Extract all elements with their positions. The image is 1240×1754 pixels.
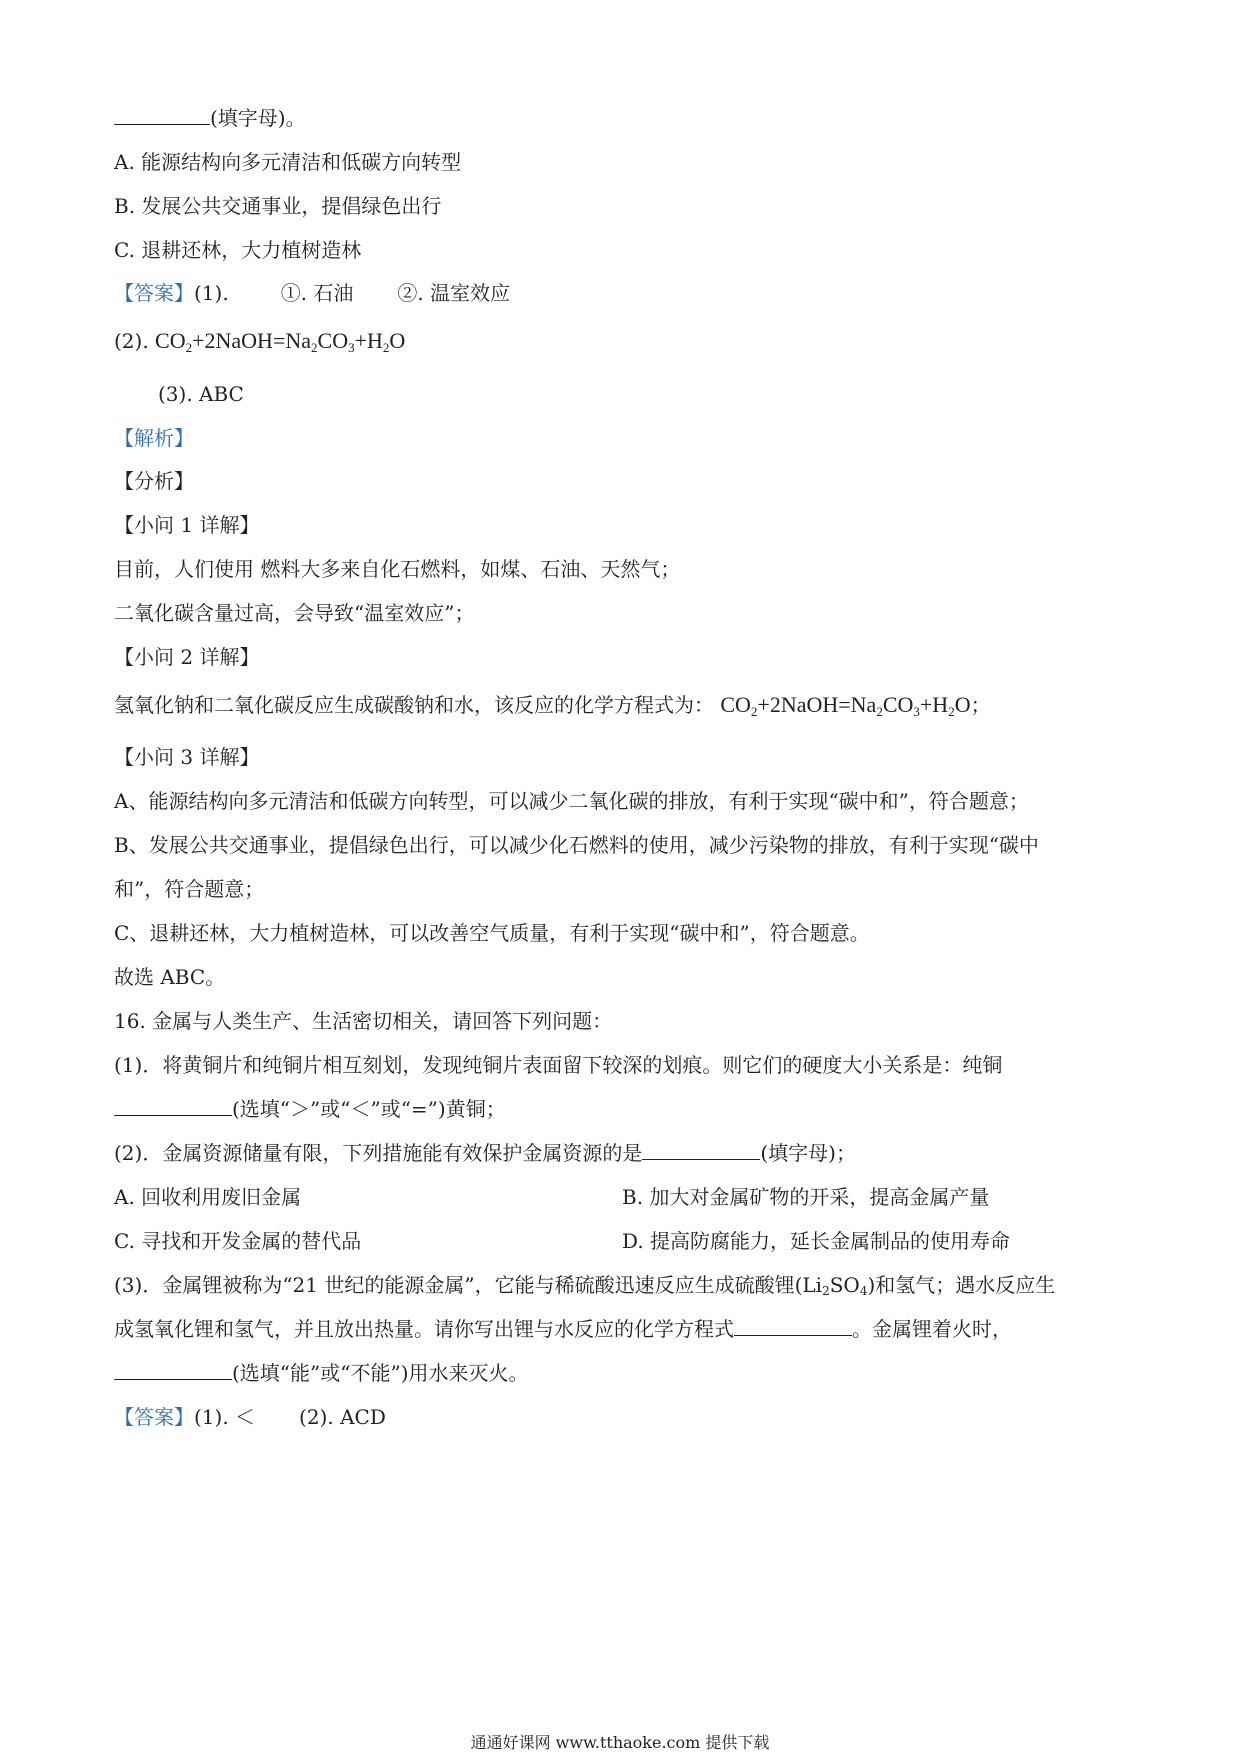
- eq-sub-2b: 2: [876, 704, 883, 719]
- q3-detail-a: A、能源结构向多元清洁和低碳方向转型，可以减少二氧化碳的排放，有利于实现“碳中和”，符合题意；: [114, 789, 1029, 813]
- q15-fill-line: [114, 108, 306, 128]
- q16-part3-line2-a: 成氢氧化锂和氢气，并且放出热量。请你写出锂与水反应的化学方程式: [114, 1317, 734, 1341]
- q16-part2-text: (2)．金属资源储量有限，下列措施能有效保护金属资源的是: [114, 1141, 643, 1165]
- answer-tag: 【答案】: [114, 281, 194, 305]
- answer-blank: [642, 1143, 760, 1160]
- answer-blank: [114, 1363, 232, 1380]
- equation-co2-naoh-analysis: [720, 692, 970, 717]
- q16-option-b: B. 加大对金属矿物的开采，提高金属产量: [622, 1185, 990, 1209]
- q16-part1-hint: (选填“＞”或“＜”或“=”)黄铜；: [232, 1097, 506, 1121]
- li-sub-2: 2: [822, 1284, 830, 1298]
- eq-sub-2c: 2: [948, 704, 955, 719]
- q16-part3-line2: [114, 1319, 1012, 1339]
- fenxi-heading: 【分析】: [114, 469, 194, 493]
- so-sub-4: 4: [859, 1284, 868, 1298]
- answer-blank: [114, 108, 210, 125]
- q16-part1-line1: (1)．将黄铜片和纯铜片相互刻划，发现纯铜片表面留下较深的划痕。则它们的硬度大小关系是：纯铜: [114, 1053, 1003, 1077]
- equation-co2-naoh: [155, 328, 405, 353]
- q2-detail-line: [114, 692, 991, 719]
- eq-naoh: +2NaOH=Na: [757, 692, 877, 717]
- footer-source: 通通好课网 www.tthaoke.com 提供下载: [470, 1733, 770, 1752]
- q15-answer-line: [114, 283, 510, 303]
- q3-detail-b2: 和”，符合题意；: [114, 877, 265, 901]
- conclusion: 故选 ABC。: [114, 965, 226, 989]
- q15-option-b: B. 发展公共交通事业，提倡绿色出行: [114, 194, 442, 218]
- q16-part1-line2: [114, 1099, 506, 1119]
- eq-sub-2: 2: [185, 340, 193, 355]
- q3-detail-b1: B、发展公共交通事业，提倡绿色出行，可以减少化石燃料的使用，减少污染物的排放，有利于实现“碳中: [114, 833, 1039, 857]
- q3-detail-heading: 【小问 3 详解】: [114, 745, 260, 769]
- q16-answer-part2: (2). ACD: [299, 1405, 386, 1429]
- q16-part3-hint: (选填“能”或“不能”)用水来灭火。: [232, 1361, 529, 1385]
- q16-option-d: D. 提高防腐能力，延长金属制品的使用寿命: [622, 1229, 1011, 1253]
- q15-option-a: A. 能源结构向多元清洁和低碳方向转型: [114, 150, 462, 174]
- q15-answer-part3: (3). ABC: [158, 382, 244, 406]
- q2-detail-heading: 【小问 2 详解】: [114, 645, 260, 669]
- q16-part3-text-a: (3)．金属锂被称为“21 世纪的能源金属”，它能与稀硫酸迅速反应生成硫酸锂(Li: [114, 1273, 823, 1297]
- fill-hint: (填字母)。: [210, 106, 306, 130]
- q1-detail-line2: 二氧化碳含量过高，会导致“温室效应”；: [114, 601, 475, 625]
- q16-part3-line1: [114, 1273, 1056, 1298]
- answer-tag: 【答案】: [114, 1405, 194, 1429]
- q16-stem: 16. 金属与人类生产、生活密切相关，请回答下列问题：: [114, 1009, 613, 1033]
- eq-sub-2c: 2: [382, 340, 390, 355]
- q16-part3-line2-b: 。金属锂着火时，: [852, 1317, 1012, 1341]
- eq-h: +H: [354, 328, 383, 353]
- q1-detail-line1: 目前，人们使用 燃料大多来自化石燃料，如煤、石油、天然气；: [114, 557, 681, 581]
- q1-detail-heading: 【小问 1 详解】: [114, 513, 260, 537]
- so-text: SO: [829, 1273, 860, 1297]
- q16-part2-line: [114, 1143, 856, 1163]
- q15-answer-part2: [114, 328, 406, 355]
- answer-blank: [734, 1319, 852, 1336]
- eq-co3: CO: [317, 328, 349, 353]
- eq-co: CO: [155, 328, 186, 353]
- answer-part1-a: ①. 石油: [280, 281, 354, 305]
- q16-part3-text-b: )和氢气；遇水反应生: [867, 1273, 1056, 1297]
- eq-o: O: [389, 328, 406, 353]
- q2-detail-end: ；: [970, 693, 991, 717]
- eq-sub-2: 2: [750, 704, 758, 719]
- q2-detail-text: 氢氧化钠和二氧化碳反应生成碳酸钠和水，该反应的化学方程式为：: [114, 693, 714, 717]
- q3-detail-c: C、退耕还林，大力植树造林，可以改善空气质量，有利于实现“碳中和”，符合题意。: [114, 921, 870, 945]
- q16-part2-hint: (填字母)；: [760, 1141, 856, 1165]
- eq-naoh: +2NaOH=Na: [192, 328, 312, 353]
- analysis-tag: 【解析】: [114, 426, 194, 450]
- eq-sub-3: 3: [913, 704, 920, 719]
- q15-option-c: C. 退耕还林，大力植树造林: [114, 238, 362, 262]
- q16-option-a: A. 回收利用废旧金属: [114, 1185, 302, 1209]
- eq-co: CO: [720, 692, 751, 717]
- q16-answer-part1: (1). ＜: [194, 1405, 256, 1429]
- q16-answer-line: [114, 1407, 386, 1427]
- eq-o: O: [954, 692, 971, 717]
- eq-sub-2b: 2: [311, 340, 318, 355]
- eq-h: +H: [919, 692, 949, 717]
- q16-option-c: C. 寻找和开发金属的替代品: [114, 1229, 362, 1253]
- eq-sub-3: 3: [348, 340, 355, 355]
- answer-blank: [114, 1099, 232, 1116]
- answer-part2-label: (2).: [114, 329, 149, 353]
- eq-co3: CO: [882, 692, 914, 717]
- q16-part3-line3: [114, 1363, 529, 1383]
- answer-part1-b: ②. 温室效应: [397, 281, 511, 305]
- answer-part1-label: (1).: [194, 281, 229, 305]
